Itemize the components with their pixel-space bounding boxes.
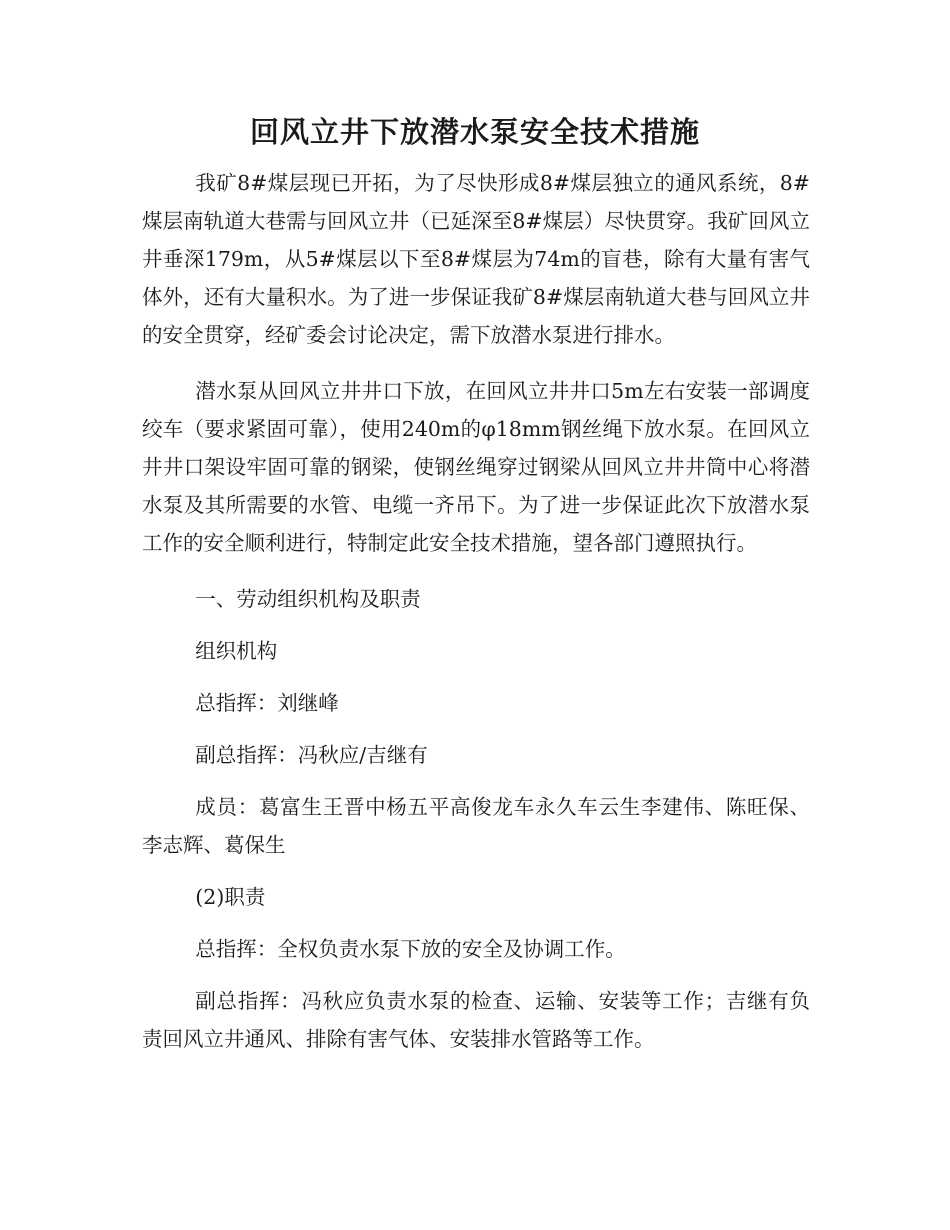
section-heading-organization: 一、劳动组织机构及职责 bbox=[195, 587, 421, 611]
paragraph-procedure: 潜水泵从回风立井井口下放，在回风立井井口5m左右安装一部调度绞车（要求紧固可靠），使用240m的φ18mm钢丝绳下放水泵。在回风立井井口架设牢固可靠的钢梁，使钢丝绳穿过钢梁从回风立井井筒中心将潜水泵及其所需要的水管、电缆一齐吊下。为了进一步保证此次下放潜水泵工作的安全顺利进行，特制定此安全技术措施，望各部门遵照执行。 bbox=[142, 379, 810, 555]
deputy-commander-duty: 副总指挥：冯秋应负责水泵的检查、运输、安装等工作；吉继有负责回风立井通风、排除有害气体、安装排水管路等工作。 bbox=[142, 989, 810, 1051]
chief-commander-duty: 总指挥：全权负责水泵下放的安全及协调工作。 bbox=[195, 937, 626, 961]
subheading-org-structure: 组织机构 bbox=[195, 639, 278, 663]
document-title: 回风立井下放潜水泵安全技术措施 bbox=[249, 115, 700, 149]
members-line: 成员：葛富生王晋中杨五平高俊龙车永久车云生李建伟、陈旺保、李志辉、葛保生 bbox=[142, 795, 810, 857]
deputy-commander-line: 副总指挥：冯秋应/吉继有 bbox=[195, 743, 428, 767]
chief-commander-line: 总指挥：刘继峰 bbox=[195, 691, 339, 715]
subheading-duties: (2)职责 bbox=[195, 885, 266, 909]
paragraph-intro: 我矿8#煤层现已开拓，为了尽快形成8#煤层独立的通风系统，8#煤层南轨道大巷需与回风立井（已延深至8#煤层）尽快贯穿。我矿回风立井垂深179m，从5#煤层以下至8#煤层为74m的盲巷，除有大量有害气体外，还有大量积水。为了进一步保证我矿8#煤层南轨道大巷与回风立井的安全贯穿，经矿委会讨论决定，需下放潜水泵进行排水。 bbox=[142, 171, 810, 347]
document-body bbox=[142, 164, 810, 1072]
